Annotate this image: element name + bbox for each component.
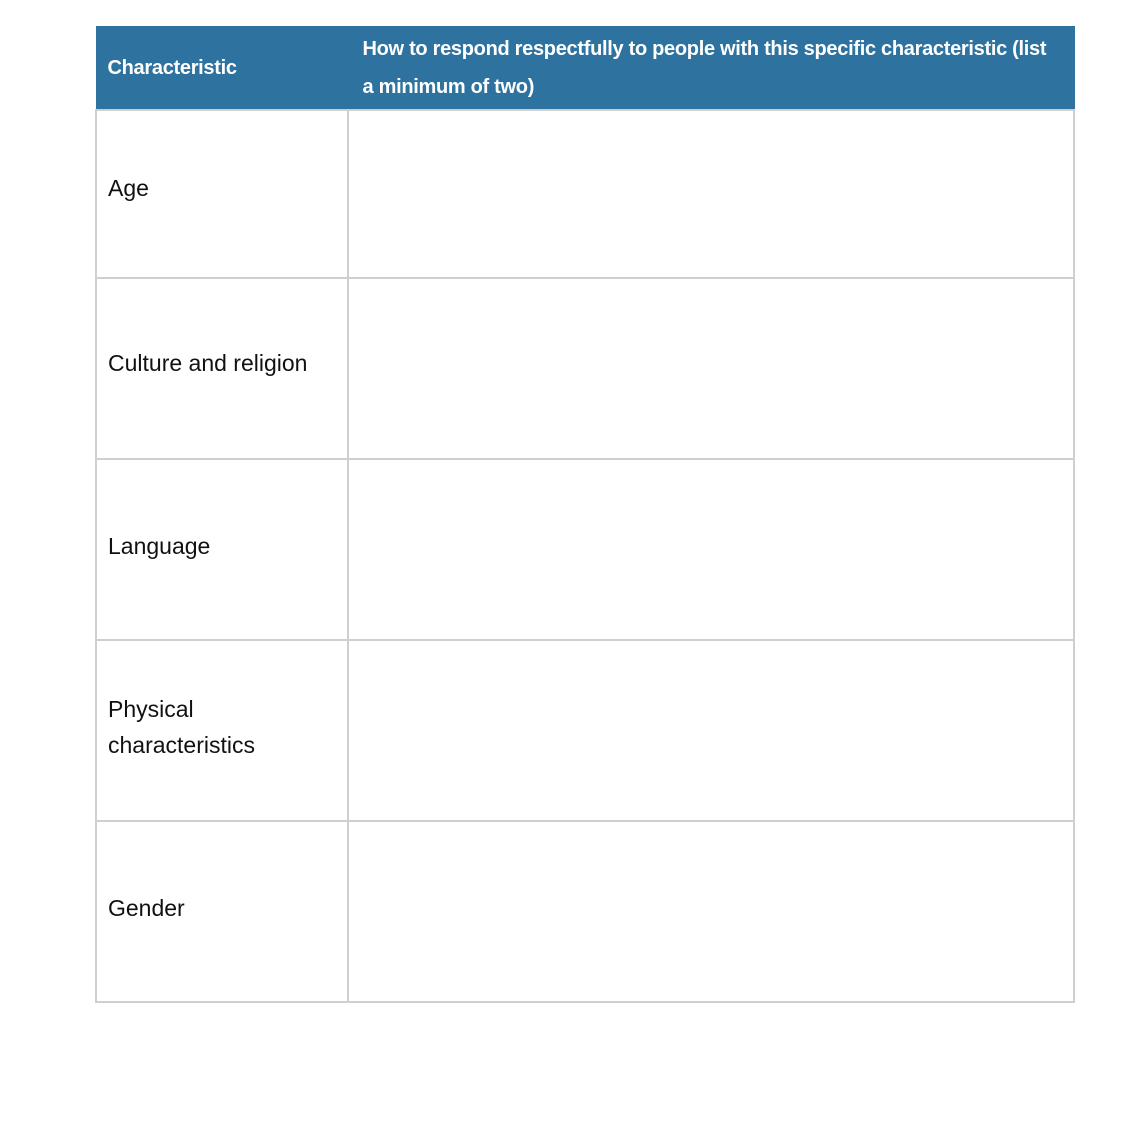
characteristic-label: Culture and religion — [108, 349, 308, 376]
table-row — [96, 640, 1074, 821]
characteristic-label: Language — [108, 532, 211, 559]
response-cell[interactable] — [348, 110, 1074, 278]
characteristic-cell — [96, 821, 348, 1002]
table-row — [96, 278, 1074, 459]
characteristic-cell — [96, 278, 348, 459]
response-cell[interactable] — [348, 278, 1074, 459]
worksheet — [95, 26, 1073, 1003]
table-row — [96, 110, 1074, 278]
response-cell[interactable] — [348, 459, 1074, 640]
response-cell[interactable] — [348, 821, 1074, 1002]
table-header-row — [96, 27, 1074, 111]
characteristics-table — [95, 26, 1075, 1003]
table-row — [96, 459, 1074, 640]
response-cell[interactable] — [348, 640, 1074, 821]
header-characteristic: Characteristic — [96, 27, 348, 111]
characteristic-cell — [96, 110, 348, 278]
table-row — [96, 821, 1074, 1002]
characteristic-label: Physical characteristics — [108, 695, 255, 758]
characteristic-cell — [96, 459, 348, 640]
header-response: How to respond respectfully to people with this specific characteristic (list a minimum of two) — [348, 27, 1074, 111]
characteristic-label: Gender — [108, 894, 185, 921]
characteristic-cell — [96, 640, 348, 821]
characteristic-label: Age — [108, 175, 149, 201]
